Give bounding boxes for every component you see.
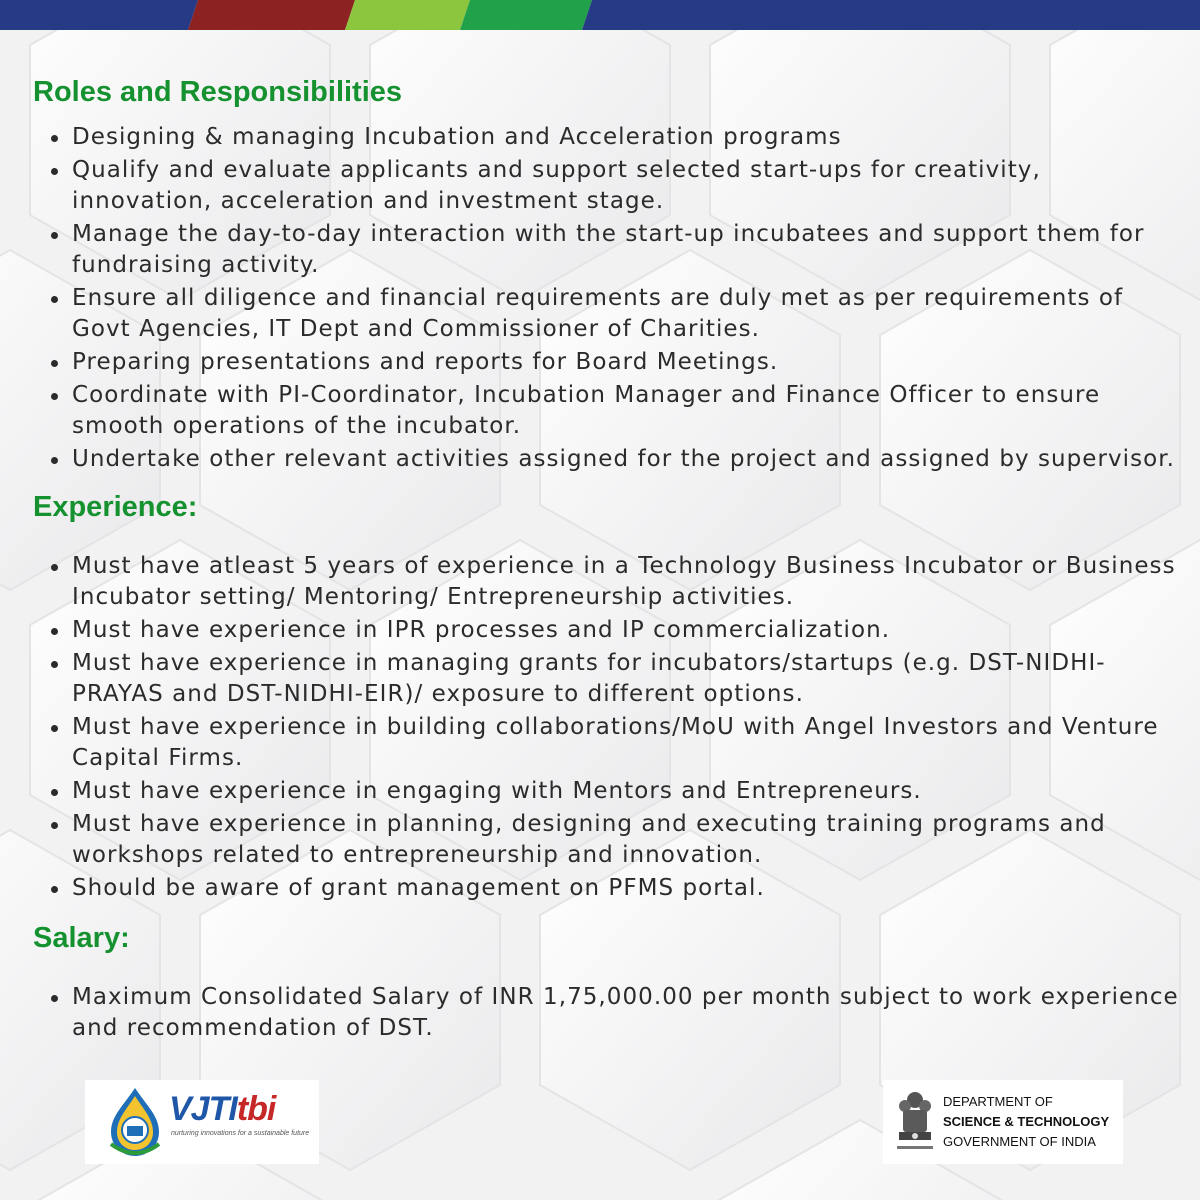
dst-line-3: GOVERNMENT OF INDIA bbox=[943, 1134, 1096, 1149]
stripe-red bbox=[188, 0, 355, 30]
list-item: Ensure all diligence and financial requirements are duly met as per requirements of Govt Agencies, IT Dept and Commissioner of Charities. bbox=[33, 283, 1183, 345]
top-color-stripe bbox=[0, 0, 1200, 30]
dst-text bbox=[943, 1092, 1109, 1152]
dst-line-2: SCIENCE & TECHNOLOGY bbox=[943, 1114, 1110, 1129]
list-item: Must have experience in engaging with Mentors and Entrepreneurs. bbox=[33, 776, 1183, 807]
dst-logo bbox=[883, 1080, 1123, 1164]
tbi-name: tbi bbox=[236, 1090, 276, 1128]
list-item: Undertake other relevant activities assigned for the project and assigned by supervisor. bbox=[33, 444, 1183, 475]
roles-heading: Roles and Responsibilities bbox=[33, 76, 403, 108]
main-content bbox=[33, 74, 1183, 1046]
list-item: Preparing presentations and reports for Board Meetings. bbox=[33, 347, 1183, 378]
experience-heading: Experience: bbox=[33, 491, 198, 523]
list-item: Designing & managing Incubation and Acceleration programs bbox=[33, 122, 1183, 153]
dst-line-1: DEPARTMENT OF bbox=[943, 1094, 1053, 1109]
salary-list bbox=[33, 982, 1183, 1044]
list-item: Qualify and evaluate applicants and support selected start-ups for creativity, innovation, acceleration and investment stage. bbox=[33, 155, 1183, 217]
stripe-lightgreen bbox=[345, 0, 470, 30]
stripe-blue-left bbox=[0, 0, 198, 30]
vjti-name: VJTI bbox=[169, 1090, 237, 1128]
list-item: Must have experience in planning, designing and executing training programs and workshops related to entrepreneurship and innovation. bbox=[33, 809, 1183, 871]
vjti-emblem-icon bbox=[105, 1086, 165, 1158]
vjti-tagline: nurturing innovations for a sustainable future bbox=[171, 1130, 310, 1137]
list-item: Must have experience in managing grants for incubators/startups (e.g. DST-NIDHI-PRAYAS and DST-NIDHI-EIR)/ exposure to different options. bbox=[33, 648, 1183, 710]
experience-list bbox=[33, 551, 1183, 904]
list-item: Manage the day-to-day interaction with the start-up incubatees and support them for fundraising activity. bbox=[33, 219, 1183, 281]
list-item: Should be aware of grant management on PFMS portal. bbox=[33, 873, 1183, 904]
salary-heading: Salary: bbox=[33, 922, 130, 954]
vjti-wordmark bbox=[169, 1090, 275, 1128]
list-item: Must have experience in IPR processes and IP commercialization. bbox=[33, 615, 1183, 646]
national-emblem-icon bbox=[895, 1088, 935, 1156]
list-item: Coordinate with PI-Coordinator, Incubation Manager and Finance Officer to ensure smooth operations of the incubator. bbox=[33, 380, 1183, 442]
stripe-green bbox=[460, 0, 592, 30]
list-item: Must have atleast 5 years of experience in a Technology Business Incubator or Business Incubator setting/ Mentoring/ Entrepreneurship activities. bbox=[33, 551, 1183, 613]
list-item: Must have experience in building collaborations/MoU with Angel Investors and Venture Capital Firms. bbox=[33, 712, 1183, 774]
list-item: Maximum Consolidated Salary of INR 1,75,000.00 per month subject to work experience and recommendation of DST. bbox=[33, 982, 1183, 1044]
roles-list bbox=[33, 122, 1183, 475]
stripe-blue-right bbox=[582, 0, 1200, 30]
vjti-tbi-logo bbox=[85, 1080, 319, 1164]
